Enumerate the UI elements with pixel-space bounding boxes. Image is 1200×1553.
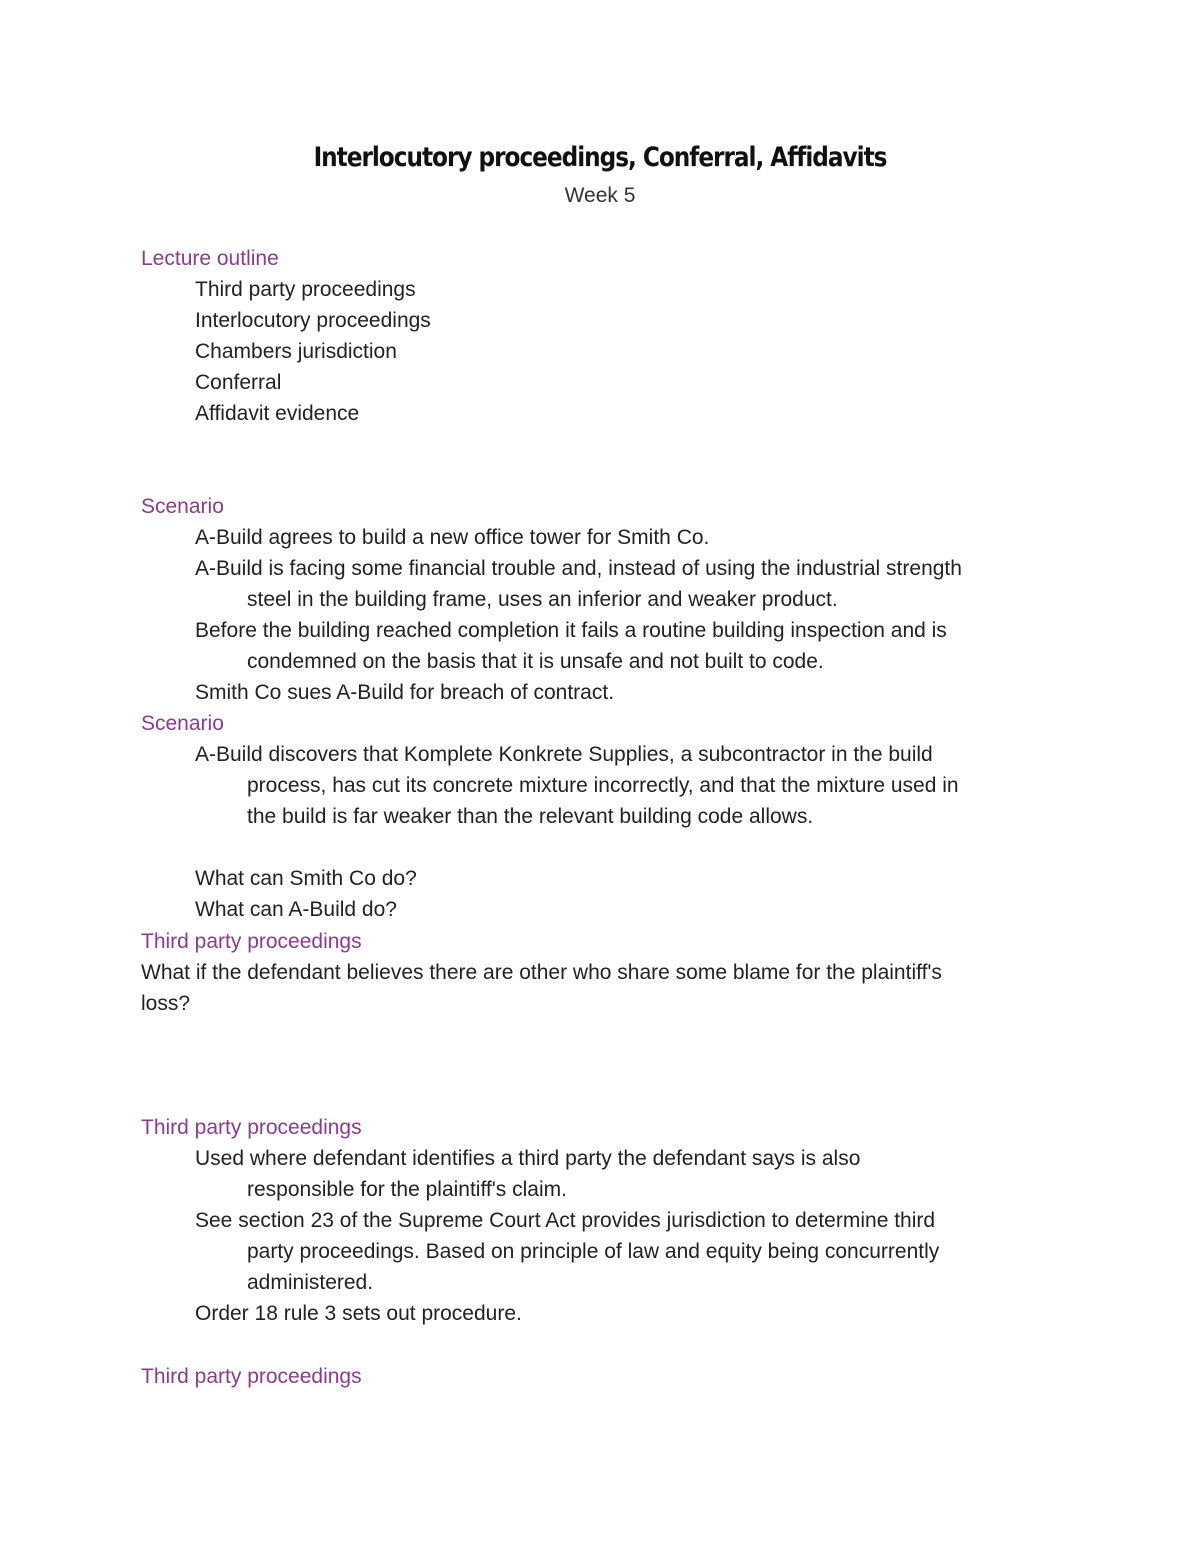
outline-item: Third party proceedings — [195, 278, 416, 301]
body-paragraph-line: What if the defendant believes there are other who share some blame for the plaintiff's — [141, 961, 942, 984]
section-heading-third-party: Third party proceedings — [141, 930, 362, 953]
document-subtitle: Week 5 — [564, 184, 636, 207]
third-party-point: Used where defendant identifies a third party the defendant says is also — [195, 1147, 861, 1170]
third-party-point: Order 18 rule 3 sets out procedure. — [195, 1302, 522, 1325]
scenario-point: A-Build agrees to build a new office tower for Smith Co. — [195, 526, 710, 549]
third-party-point: See section 23 of the Supreme Court Act provides jurisdiction to determine third — [195, 1209, 936, 1232]
scenario-question: What can A-Build do? — [195, 898, 397, 921]
outline-item: Chambers jurisdiction — [195, 340, 397, 363]
section-heading-third-party-3: Third party proceedings — [141, 1365, 362, 1388]
scenario-point-continuation: steel in the building frame, uses an inferior and weaker product. — [247, 588, 838, 611]
section-heading-lecture-outline: Lecture outline — [141, 247, 279, 270]
scenario-point: A-Build is facing some financial trouble and, instead of using the industrial strength — [195, 557, 962, 580]
outline-item: Affidavit evidence — [195, 402, 360, 425]
section-heading-scenario: Scenario — [141, 495, 224, 518]
scenario-point-continuation: condemned on the basis that it is unsafe and not built to code. — [247, 650, 824, 673]
outline-item: Interlocutory proceedings — [195, 309, 431, 332]
scenario-point: A-Build discovers that Komplete Konkrete Supplies, a subcontractor in the build — [195, 743, 933, 766]
body-paragraph-line: loss? — [141, 992, 191, 1015]
scenario-point-continuation: the build is far weaker than the relevant building code allows. — [247, 805, 814, 828]
scenario-point: Smith Co sues A-Build for breach of contract. — [195, 681, 615, 704]
third-party-point-continuation: party proceedings. Based on principle of law and equity being concurrently — [247, 1240, 940, 1263]
scenario-point-continuation: process, has cut its concrete mixture incorrectly, and that the mixture used in — [247, 774, 959, 797]
section-heading-scenario-2: Scenario — [141, 712, 224, 735]
section-heading-third-party-2: Third party proceedings — [141, 1116, 362, 1139]
scenario-question: What can Smith Co do? — [195, 867, 417, 890]
document-title: Interlocutory proceedings, Conferral, Affidavits — [313, 142, 887, 173]
scenario-point: Before the building reached completion it fails a routine building inspection and is — [195, 619, 947, 642]
third-party-point-continuation: administered. — [247, 1271, 374, 1294]
third-party-point-continuation: responsible for the plaintiff's claim. — [247, 1178, 567, 1201]
outline-item: Conferral — [195, 371, 282, 394]
